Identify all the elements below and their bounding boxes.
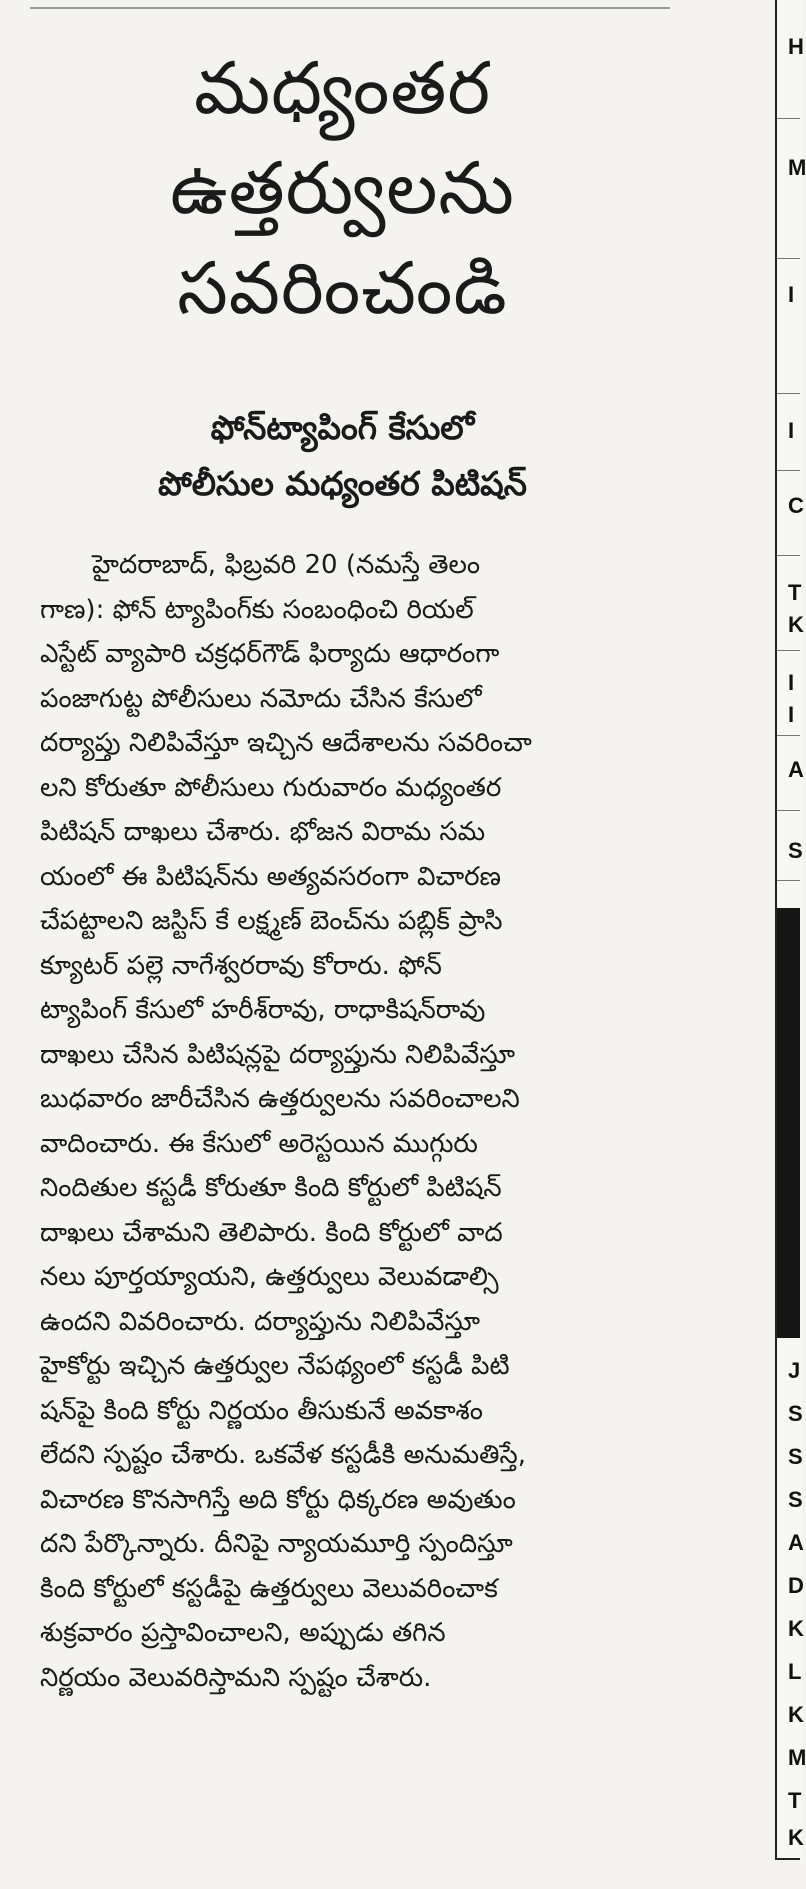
body-line: బుధవారం జారీచేసిన ఉత్తర్వులను సవరించాలని bbox=[40, 1084, 520, 1114]
adjacent-column-letter: M bbox=[788, 155, 806, 180]
body-line: పిటిషన్ దాఖలు చేశారు. భోజన విరామ సమ bbox=[40, 817, 486, 847]
subheadline bbox=[30, 400, 655, 512]
adjacent-column-letter: I bbox=[788, 418, 795, 443]
adjacent-column-letter: S bbox=[788, 1401, 803, 1426]
headline-line: ఉత్తర్వులను bbox=[170, 146, 515, 230]
body-line: వాదించారు. ఈ కేసులో అరెస్టయిన ముగ్గురు bbox=[40, 1128, 478, 1159]
adjacent-column-letters bbox=[788, 0, 806, 1860]
adjacent-column-letter: J bbox=[788, 1358, 801, 1383]
body-line: దని పేర్కొన్నారు. దీనిపై న్యాయమూర్తి స్పందిస్తూ bbox=[40, 1529, 513, 1559]
headline-line: మధ్యంతర bbox=[193, 46, 492, 130]
body-line: క్యూటర్ పల్లె నాగేశ్వరరావు కోరారు. ఫోన్ bbox=[40, 950, 442, 981]
adjacent-column-letter: A bbox=[788, 757, 804, 782]
adjacent-column-letter: M bbox=[788, 1745, 806, 1770]
body-line: దాఖలు చేసిన పిటిషన్లపై దర్యాప్తును నిలిపివేస్తూ bbox=[40, 1039, 515, 1070]
body-line: శుక్రవారం ప్రస్తావించాలని, అప్పుడు తగిన bbox=[40, 1618, 446, 1648]
body-line: పంజాగుట్ట పోలీసులు నమోదు చేసిన కేసులో bbox=[40, 683, 482, 714]
body-line: దాఖలు చేశామని తెలిపారు. కింది కోర్టులో వాద bbox=[40, 1217, 503, 1248]
adjacent-column-letter: I bbox=[788, 282, 795, 307]
body-line: లేదని స్పష్టం చేశారు. ఒకవేళ కస్టడీకి అనుమతిస్తే, bbox=[40, 1440, 526, 1470]
body-line: చేపట్టాలని జస్టిస్ కే లక్ష్మణ్ బెంచ్‌ను పబ్లిక్ ప్రాసి bbox=[40, 906, 503, 936]
adjacent-column-letter: T bbox=[788, 1788, 802, 1813]
adjacent-column-letter: L bbox=[788, 1659, 802, 1684]
adjacent-column-letter: A bbox=[788, 1530, 804, 1555]
body-line: ఎస్టేట్ వ్యాపారి చక్రధర్‌గౌడ్ ఫిర్యాదు ఆధారంగా bbox=[40, 639, 500, 669]
body-line: షన్‌పై కింది కోర్టు నిర్ణయం తీసుకునే అవకాశం bbox=[40, 1395, 483, 1426]
adjacent-column-letter: S bbox=[788, 838, 803, 863]
adjacent-column-letter: T bbox=[788, 580, 802, 605]
adjacent-column-letter: D bbox=[788, 1573, 804, 1598]
body-line: కింది కోర్టులో కస్టడీపై ఉత్తర్వులు వెలువరించాక bbox=[40, 1573, 498, 1604]
adjacent-column-letter: K bbox=[788, 612, 804, 637]
adjacent-column-letter: I bbox=[788, 670, 795, 695]
adjacent-column-letter: H bbox=[788, 34, 804, 59]
body-line: హైదరాబాద్, ఫిబ్రవరి 20 (నమస్తే తెలం bbox=[92, 550, 481, 580]
body-line: నలు పూర్తయ్యాయని, ఉత్తర్వులు వెలువడాల్సి bbox=[40, 1262, 499, 1292]
body-line: గాణ): ఫోన్ ట్యాపింగ్‌కు సంబంధించి రియల్ bbox=[40, 594, 474, 625]
adjacent-column-letter: I bbox=[788, 702, 795, 727]
adjacent-column-letter: S bbox=[788, 1444, 803, 1469]
body-line: దర్యాప్తు నిలిపివేస్తూ ఇచ్చిన ఆదేశాలను సవరించా bbox=[40, 728, 532, 758]
body-line: యంలో ఈ పిటిషన్‌ను అత్యవసరంగా విచారణ bbox=[40, 861, 502, 892]
adjacent-column-letter: K bbox=[788, 1616, 804, 1641]
subhead-line: ఫోన్‌ట్యాపింగ్ కేసులో bbox=[210, 408, 475, 447]
article-body bbox=[40, 543, 660, 1700]
body-line: నిర్ణయం వెలువరిస్తామని స్పష్టం చేశారు. bbox=[40, 1662, 432, 1693]
body-line: ఉందని వివరించారు. దర్యాప్తును నిలిపివేస్తూ bbox=[40, 1306, 480, 1337]
body-line: హైకోర్టు ఇచ్చిన ఉత్తర్వుల నేపథ్యంలో కస్టడీ పిటి bbox=[40, 1351, 510, 1381]
headline-line: సవరించండి bbox=[177, 246, 508, 330]
adjacent-column-letter: C bbox=[788, 493, 804, 518]
adjacent-column-letter: S bbox=[788, 1487, 803, 1512]
body-line: ట్యాపింగ్ కేసులో హరీశ్‌రావు, రాధాకిషన్‌రావు bbox=[40, 995, 486, 1025]
top-divider bbox=[30, 7, 670, 9]
headline bbox=[30, 38, 655, 338]
body-line: నిందితుల కస్టడీ కోరుతూ కింది కోర్టులో పిటిషన్ bbox=[40, 1173, 502, 1203]
body-line: లని కోరుతూ పోలీసులు గురువారం మధ్యంతర bbox=[40, 772, 502, 803]
adjacent-column-letter: K bbox=[788, 1702, 804, 1727]
subhead-line: పోలీసుల మధ్యంతర పిటిషన్ bbox=[158, 464, 527, 503]
body-line: విచారణ కొనసాగిస్తే అది కోర్టు ధిక్కరణ అవుతుం bbox=[40, 1484, 516, 1515]
adjacent-column-letter: K bbox=[788, 1825, 804, 1850]
